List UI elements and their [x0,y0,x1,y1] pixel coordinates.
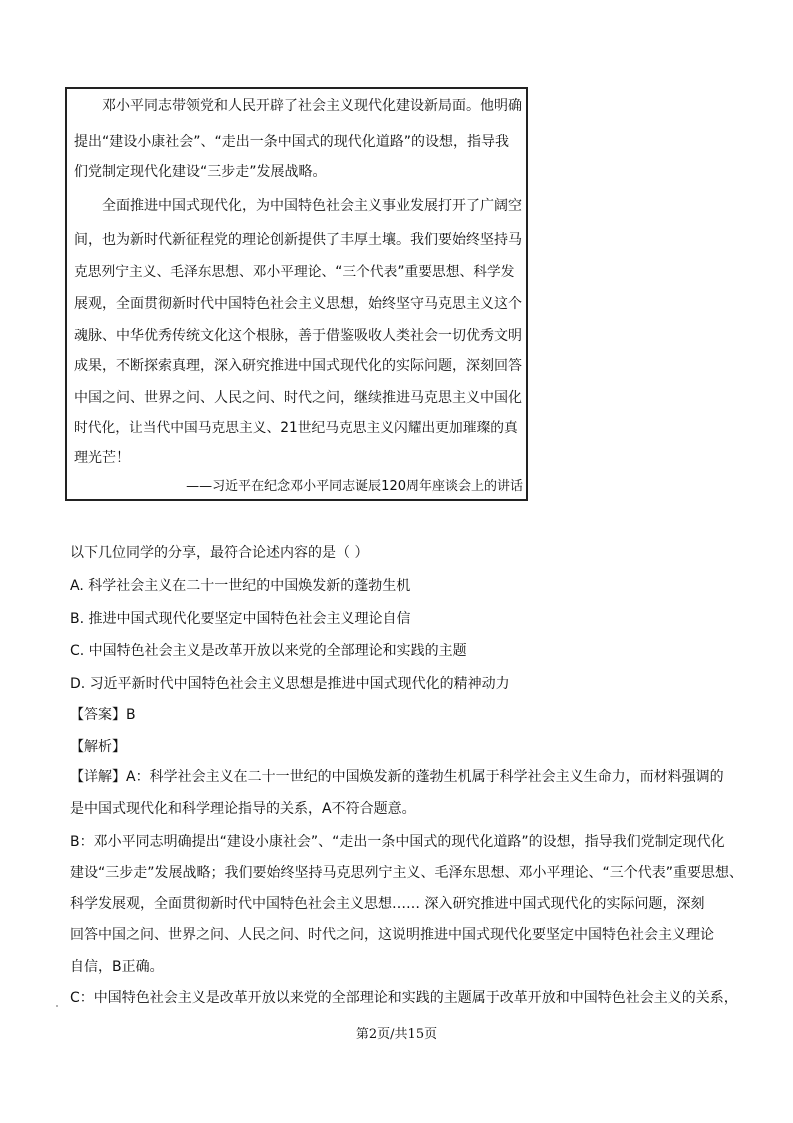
analysis-line-5: 科学发展观，全面贯彻新时代中国特色社会主义思想…… 深入研究推进中国式现代化的实际问题，深刻 [70,896,705,912]
material-line-1: 邓小平同志带领党和人民开辟了社会主义现代化建设新局面。他明确 [102,98,522,114]
material-line-2: 提出“建设小康社会”、“走出一条中国式的现代化道路”的设想，指导我 [74,134,510,150]
material-line-12: 理光芒！ [74,450,130,466]
analysis-line-8: C：中国特色社会主义是改革开放以来党的全部理论和实践的主题属于改革开放和中国特色社会主义的关系， [70,990,738,1006]
material-line-3: 们党制定现代化建设“三步走”发展战略。 [74,164,327,180]
option-a: A. 科学社会主义在二十一世纪的中国焕发新的蓬勃生机 [70,578,411,594]
material-line-10: 中国之问、世界之问、人民之问、时代之问，继续推进马克思主义中国化 [74,390,522,406]
material-line-4: 全面推进中国式现代化，为中国特色社会主义事业发展打开了广阔空 [102,198,522,214]
analysis-label: 【解析】 [70,739,126,755]
analysis-line-3: B：邓小平同志明确提出“建设小康社会”、“走出一条中国式的现代化道路”的设想，指导我们党制定现代化 [70,834,725,850]
option-b: B. 推进中国式现代化要坚定中国特色社会主义理论自信 [70,611,411,627]
analysis-line-2: 是中国式现代化和科学理论指导的关系，A不符合题意。 [70,801,416,817]
question-stem: 以下几位同学的分享，最符合论述内容的是（ ） [70,545,369,561]
option-c: C. 中国特色社会主义是改革开放以来党的全部理论和实践的主题 [70,643,467,659]
material-line-5: 间，也为新时代新征程党的理论创新提供了丰厚土壤。我们要始终坚持马 [74,232,522,248]
material-line-9: 成果，不断探索真理，深入研究推进中国式现代化的实际问题，深刻回答 [74,358,522,374]
option-d: D. 习近平新时代中国特色社会主义思想是推进中国式现代化的精神动力 [70,676,510,692]
answer-label: 【答案】B [70,707,136,723]
material-line-11: 时代化，让当代中国马克思主义、21世纪马克思主义闪耀出更加璀璨的真 [74,420,518,436]
analysis-line-7: 自信，B正确。 [70,959,164,975]
margin-dot [56,1005,58,1007]
analysis-line-1: 【详解】A：科学社会主义在二十一世纪的中国焕发新的蓬勃生机属于科学社会主义生命力，而材料强调的 [70,769,724,785]
material-line-6: 克思列宁主义、毛泽东思想、邓小平理论、“三个代表”重要思想、科学发 [74,264,515,280]
page-footer: 第2页/共15页 [355,1027,438,1042]
material-source: ——习近平在纪念邓小平同志诞辰120周年座谈会上的讲话 [186,479,523,494]
analysis-line-6: 回答中国之问、世界之问、人民之问、时代之问，这说明推进中国式现代化要坚定中国特色社会主义理论 [70,927,714,943]
material-line-8: 魂脉、中华优秀传统文化这个根脉，善于借鉴吸收人类社会一切优秀文明 [74,328,522,344]
analysis-line-4: 建设“三步走”发展战略；我们要始终坚持马克思列宁主义、毛泽东思想、邓小平理论、“三个代表”重要思想、 [70,865,744,881]
material-line-7: 展观，全面贯彻新时代中国特色社会主义思想，始终坚守马克思主义这个 [74,296,522,312]
